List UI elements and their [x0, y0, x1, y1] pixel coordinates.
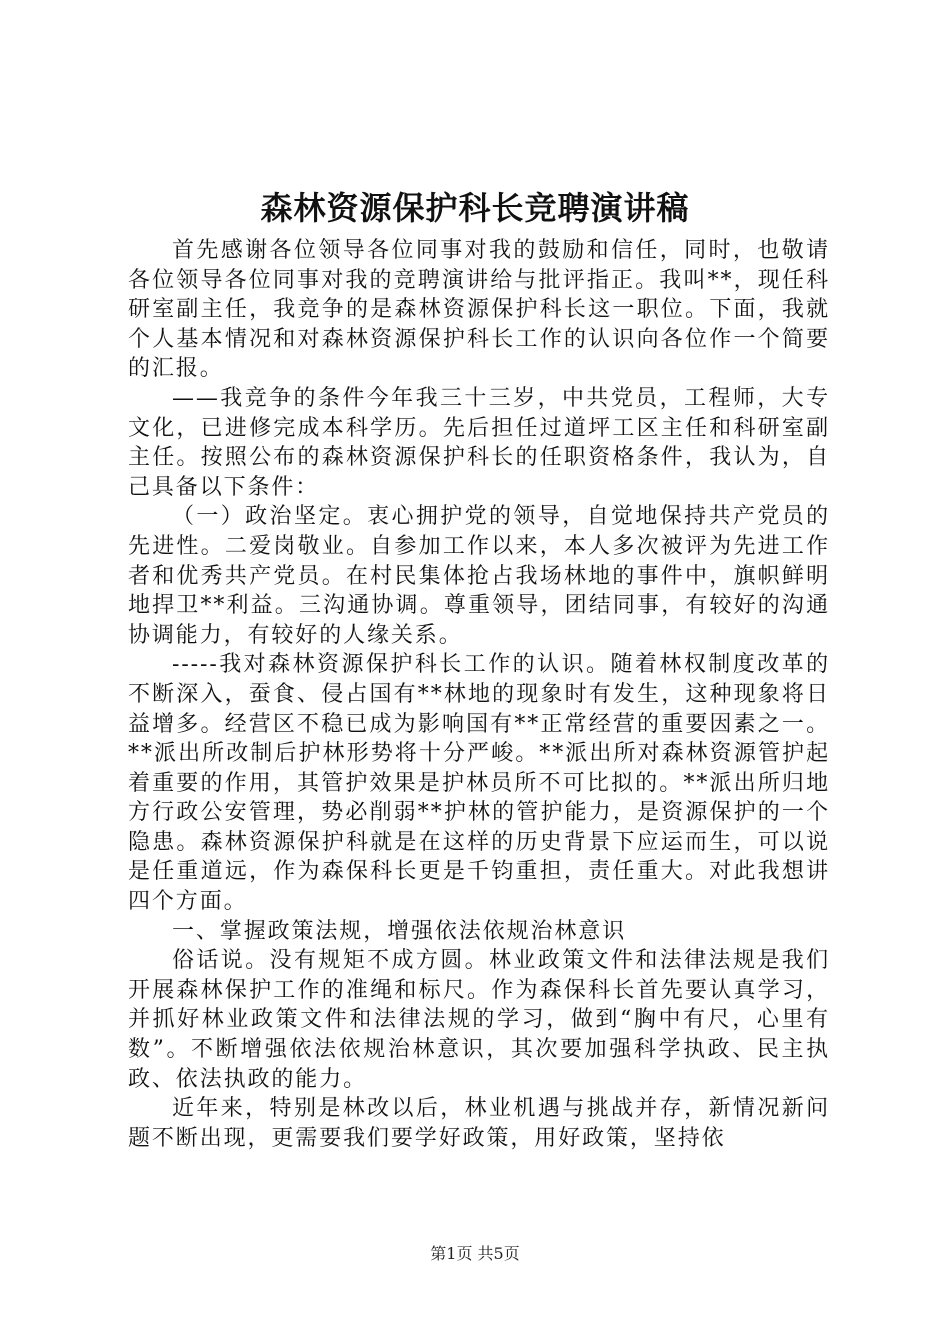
paragraph-intro: 首先感谢各位领导各位同事对我的鼓励和信任，同时，也敬请各位领导各位同事对我的竞聘演讲给与批评指正。我叫**，现任科研室副主任，我竞争的是森林资源保护科长这一职位。下面，我就个人基本情况和对森林资源保护科长工作的认识向各位作一个简要的汇报。 — [128, 238, 830, 382]
paragraph-work-understanding: -----我对森林资源保护科长工作的认识。随着林权制度改革的不断深入，蚕食、侵占国有**林地的现象时有发生，这种现象将日益增多。经营区不稳已成为影响国有**正常经营的重要因素之一。**派出所改制后护林形势将十分严峻。**派出所对森林资源管护起着重要的作用，其管护效果是护林员所不可比拟的。**派出所归地方行政公安管理，势必削弱**护林的管护能力，是资源保护的一个隐患。森林资源保护科就是在这样的历史背景下应运而生，可以说是任重道远，作为森保科长更是千钧重担，责任重大。对此我想讲四个方面。 — [128, 652, 830, 915]
document-body — [128, 236, 830, 1153]
paragraph-recent-years: 近年来，特别是林改以后，林业机遇与挑战并存，新情况新问题不断出现，更需要我们要学好政策，用好政策，坚持依 — [128, 1096, 830, 1151]
section-heading-1: 一、掌握政策法规，增强依法依规治林意识 — [172, 918, 627, 944]
document-title: 森林资源保护科长竞聘演讲稿 — [260, 189, 690, 227]
paragraph-condition-list: （一）政治坚定。衷心拥护党的领导，自觉地保持共产党员的先进性。二爱岗敬业。自参加工作以来，本人多次被评为先进工作者和优秀共产党员。在村民集体抢占我场林地的事件中，旗帜鲜明地捍卫**利益。三沟通协调。尊重领导，团结同事，有较好的沟通协调能力，有较好的人缘关系。 — [128, 504, 830, 648]
paragraph-conditions: ——我竞争的条件今年我三十三岁，中共党员，工程师，大专文化，已进修完成本科学历。先后担任过道坪工区主任和科研室副主任。按照公布的森林资源保护科长的任职资格条件，我认为，自己具备以下条件： — [128, 385, 830, 500]
page-footer: 第1页 共5页 — [430, 1244, 520, 1263]
paragraph-policy: 俗话说。没有规矩不成方圆。林业政策文件和法律法规是我们开展森林保护工作的准绳和标尺。作为森保科长首先要认真学习，并抓好林业政策文件和法律法规的学习，做到“胸中有尺，心里有数”。不断增强依法依规治林意识，其次要加强科学执政、民主执政、依法执政的能力。 — [128, 948, 830, 1092]
